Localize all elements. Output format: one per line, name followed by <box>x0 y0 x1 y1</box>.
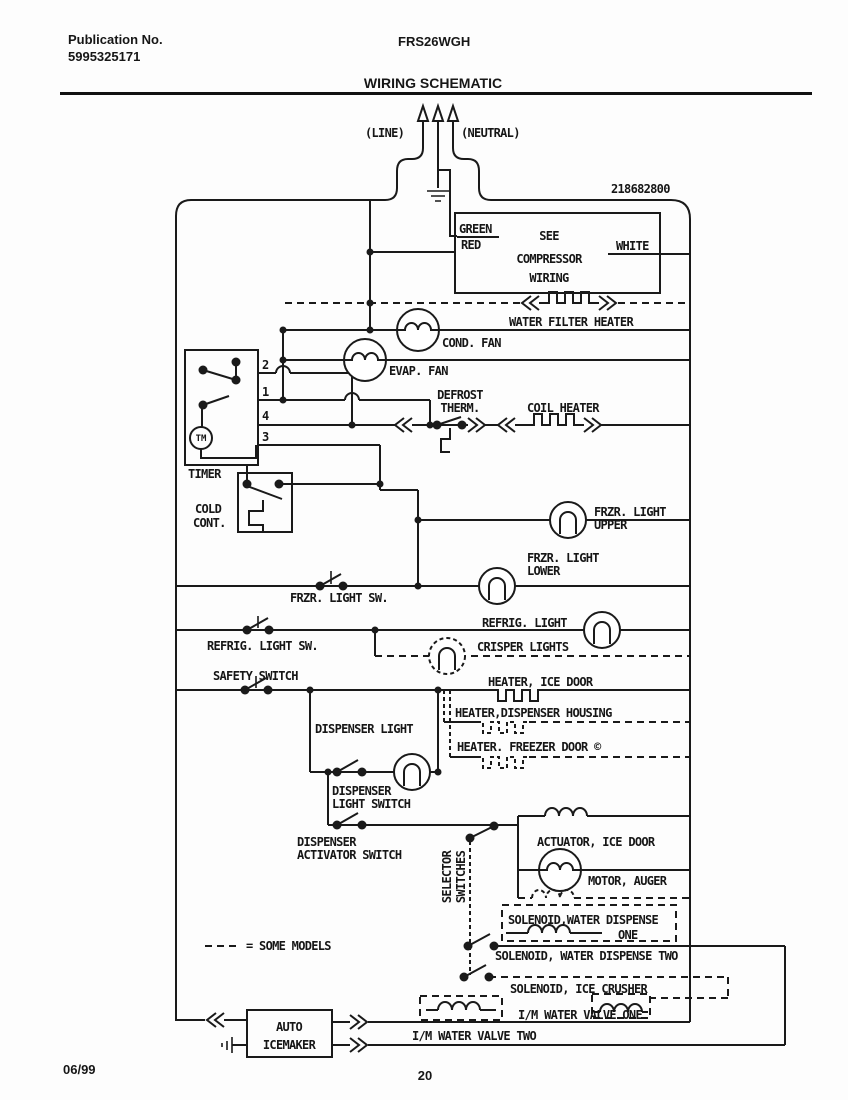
valve-one-label: I/M WATER VALVE ONE <box>518 1008 642 1022</box>
part-number: 218682800 <box>611 182 670 196</box>
evap-fan-label: EVAP. FAN <box>389 364 448 378</box>
timer-label: TIMER <box>188 467 221 481</box>
compressor-see-label: SEE <box>539 229 559 243</box>
connector-icon <box>584 418 601 432</box>
timer-pin2-label: 2 <box>262 358 269 372</box>
connector-icon <box>395 418 412 432</box>
safety-switch-label: SAFETY SWITCH <box>213 669 298 683</box>
some-models-legend: = SOME MODELS <box>246 939 331 953</box>
wire-line-rail <box>176 121 423 1020</box>
solenoid-one-label-2: ONE <box>618 928 638 942</box>
neutral-arrow-icon <box>448 106 458 121</box>
power-entry <box>365 106 520 140</box>
compressor-green-label: GREEN <box>459 222 492 236</box>
connector-icon <box>468 418 485 432</box>
timer-pin1-label: 1 <box>262 385 269 399</box>
wire-cold-control <box>247 465 380 531</box>
dispenser-light-icon <box>394 754 430 790</box>
symbols <box>185 213 660 1057</box>
connector-icon <box>599 296 616 310</box>
cold-control-label-2: CONT. <box>193 516 226 530</box>
wire-housing-drop <box>444 690 450 757</box>
heater-dispenser-housing-icon <box>477 722 529 733</box>
valve-two-label: I/M WATER VALVE TWO <box>412 1029 536 1043</box>
ground-arrow-icon <box>433 106 443 121</box>
solenoid-ice-crusher-label: SOLENOID, ICE CRUSHER <box>510 982 648 996</box>
sol-dash-coil-icon <box>532 890 574 898</box>
frzr-light-upper-label-2: UPPER <box>594 518 627 532</box>
icemaker-label-1: AUTO <box>275 1020 303 1034</box>
defrost-therm-label-2: THERM. <box>440 401 480 415</box>
line-label: (LINE) <box>365 126 405 140</box>
refrig-light-icon <box>584 612 620 648</box>
cond-fan-icon <box>397 309 439 351</box>
selector-switches-label-2: SWITCHES <box>454 850 468 904</box>
dispenser-activator-switch-label-1: DISPENSER <box>297 835 356 849</box>
model-number: FRS26WGH <box>398 34 471 49</box>
timer-pin3-label: 3 <box>262 430 269 444</box>
connector-icon <box>350 1015 367 1029</box>
cond-fan-label: COND. FAN <box>442 336 501 350</box>
compressor-label: COMPRESSOR <box>516 252 582 266</box>
heater-freezer-door-icon <box>477 757 529 768</box>
selector-switches-label-1: SELECTOR <box>440 850 454 904</box>
icemaker-ground-icon <box>222 1037 232 1053</box>
title-rule <box>60 92 812 95</box>
motor-auger-icon <box>539 849 581 891</box>
frzr-light-lower-label-1: FRZR. LIGHT <box>527 551 599 565</box>
ground-symbol-icon <box>427 191 449 201</box>
footer-page-number: 20 <box>417 1068 433 1083</box>
wire-timer-pin2 <box>258 366 352 373</box>
cold-control-label-1: COLD <box>195 502 222 516</box>
solenoid-two-label: SOLENOID, WATER DISPENSE TWO <box>495 949 678 963</box>
timer-internals <box>201 362 256 458</box>
connector-icon <box>522 296 539 310</box>
dispenser-light-switch-label-1: DISPENSER <box>332 784 391 798</box>
publication-number: 5995325171 <box>68 49 141 64</box>
connector-icon <box>498 418 515 432</box>
actuator-ice-door-label: ACTUATOR, ICE DOOR <box>537 835 655 849</box>
coil-heater-icon <box>528 414 580 425</box>
actuator-coil-icon <box>545 808 587 816</box>
frzr-light-lower-icon <box>479 568 515 604</box>
defrost-therm-label-1: DEFROST <box>437 388 483 402</box>
coil-heater-label: COIL HEATER <box>527 401 599 415</box>
dispenser-light-switch-label-2: LIGHT SWITCH <box>332 797 411 811</box>
frzr-light-upper-label-1: FRZR. LIGHT <box>594 505 666 519</box>
compressor-wiring-label: WIRING <box>529 271 569 285</box>
dispenser-light-label: DISPENSER LIGHT <box>315 722 413 736</box>
frzr-light-lower-label-2: LOWER <box>527 564 560 578</box>
page-title: WIRING SCHEMATIC <box>363 75 503 91</box>
neutral-label: (NEUTRAL) <box>461 126 520 140</box>
defrost-bimetal <box>441 428 450 452</box>
compressor-red-label: RED <box>461 238 481 252</box>
dispenser-activator-switch-label-2: ACTIVATOR SWITCH <box>297 848 402 862</box>
wire-timer-pin3 <box>258 445 418 586</box>
evap-fan-icon <box>344 339 386 381</box>
frzr-light-upper-icon <box>550 502 586 538</box>
motor-auger-label: MOTOR, AUGER <box>588 874 667 888</box>
compressor-white-label: WHITE <box>616 239 649 253</box>
water-filter-heater-label: WATER FILTER HEATER <box>509 315 633 329</box>
refrig-light-sw-label: REFRIG. LIGHT SW. <box>207 639 318 653</box>
icemaker-label-2: ICEMAKER <box>262 1038 316 1052</box>
timer-pin4-label: 4 <box>262 409 269 423</box>
crisper-lights-icon <box>429 638 465 674</box>
solenoid-one-label-1: SOLENOID,WATER DISPENSE <box>508 913 659 927</box>
switch-blades <box>245 574 494 977</box>
line-arrow-icon <box>418 106 428 121</box>
footer-date: 06/99 <box>63 1062 96 1077</box>
connector-icon <box>207 1013 224 1027</box>
heater-dispenser-housing-label: HEATER,DISPENSER HOUSING <box>455 706 612 720</box>
crisper-lights-label: CRISPER LIGHTS <box>477 640 569 654</box>
heater-ice-door-label: HEATER, ICE DOOR <box>488 675 593 689</box>
refrig-light-label: REFRIG. LIGHT <box>482 616 567 630</box>
heater-freezer-door-label: HEATER. FREEZER DOOR © <box>457 740 601 754</box>
timer-motor-label: TM <box>195 434 207 444</box>
valve-left-group-box <box>420 996 502 1020</box>
frzr-light-sw-label: FRZR. LIGHT SW. <box>290 591 388 605</box>
publication-label: Publication No. <box>68 32 163 47</box>
connector-icon <box>350 1038 367 1052</box>
valve-left-coil-icon <box>438 1002 480 1010</box>
heater-ice-door-icon <box>492 690 544 701</box>
